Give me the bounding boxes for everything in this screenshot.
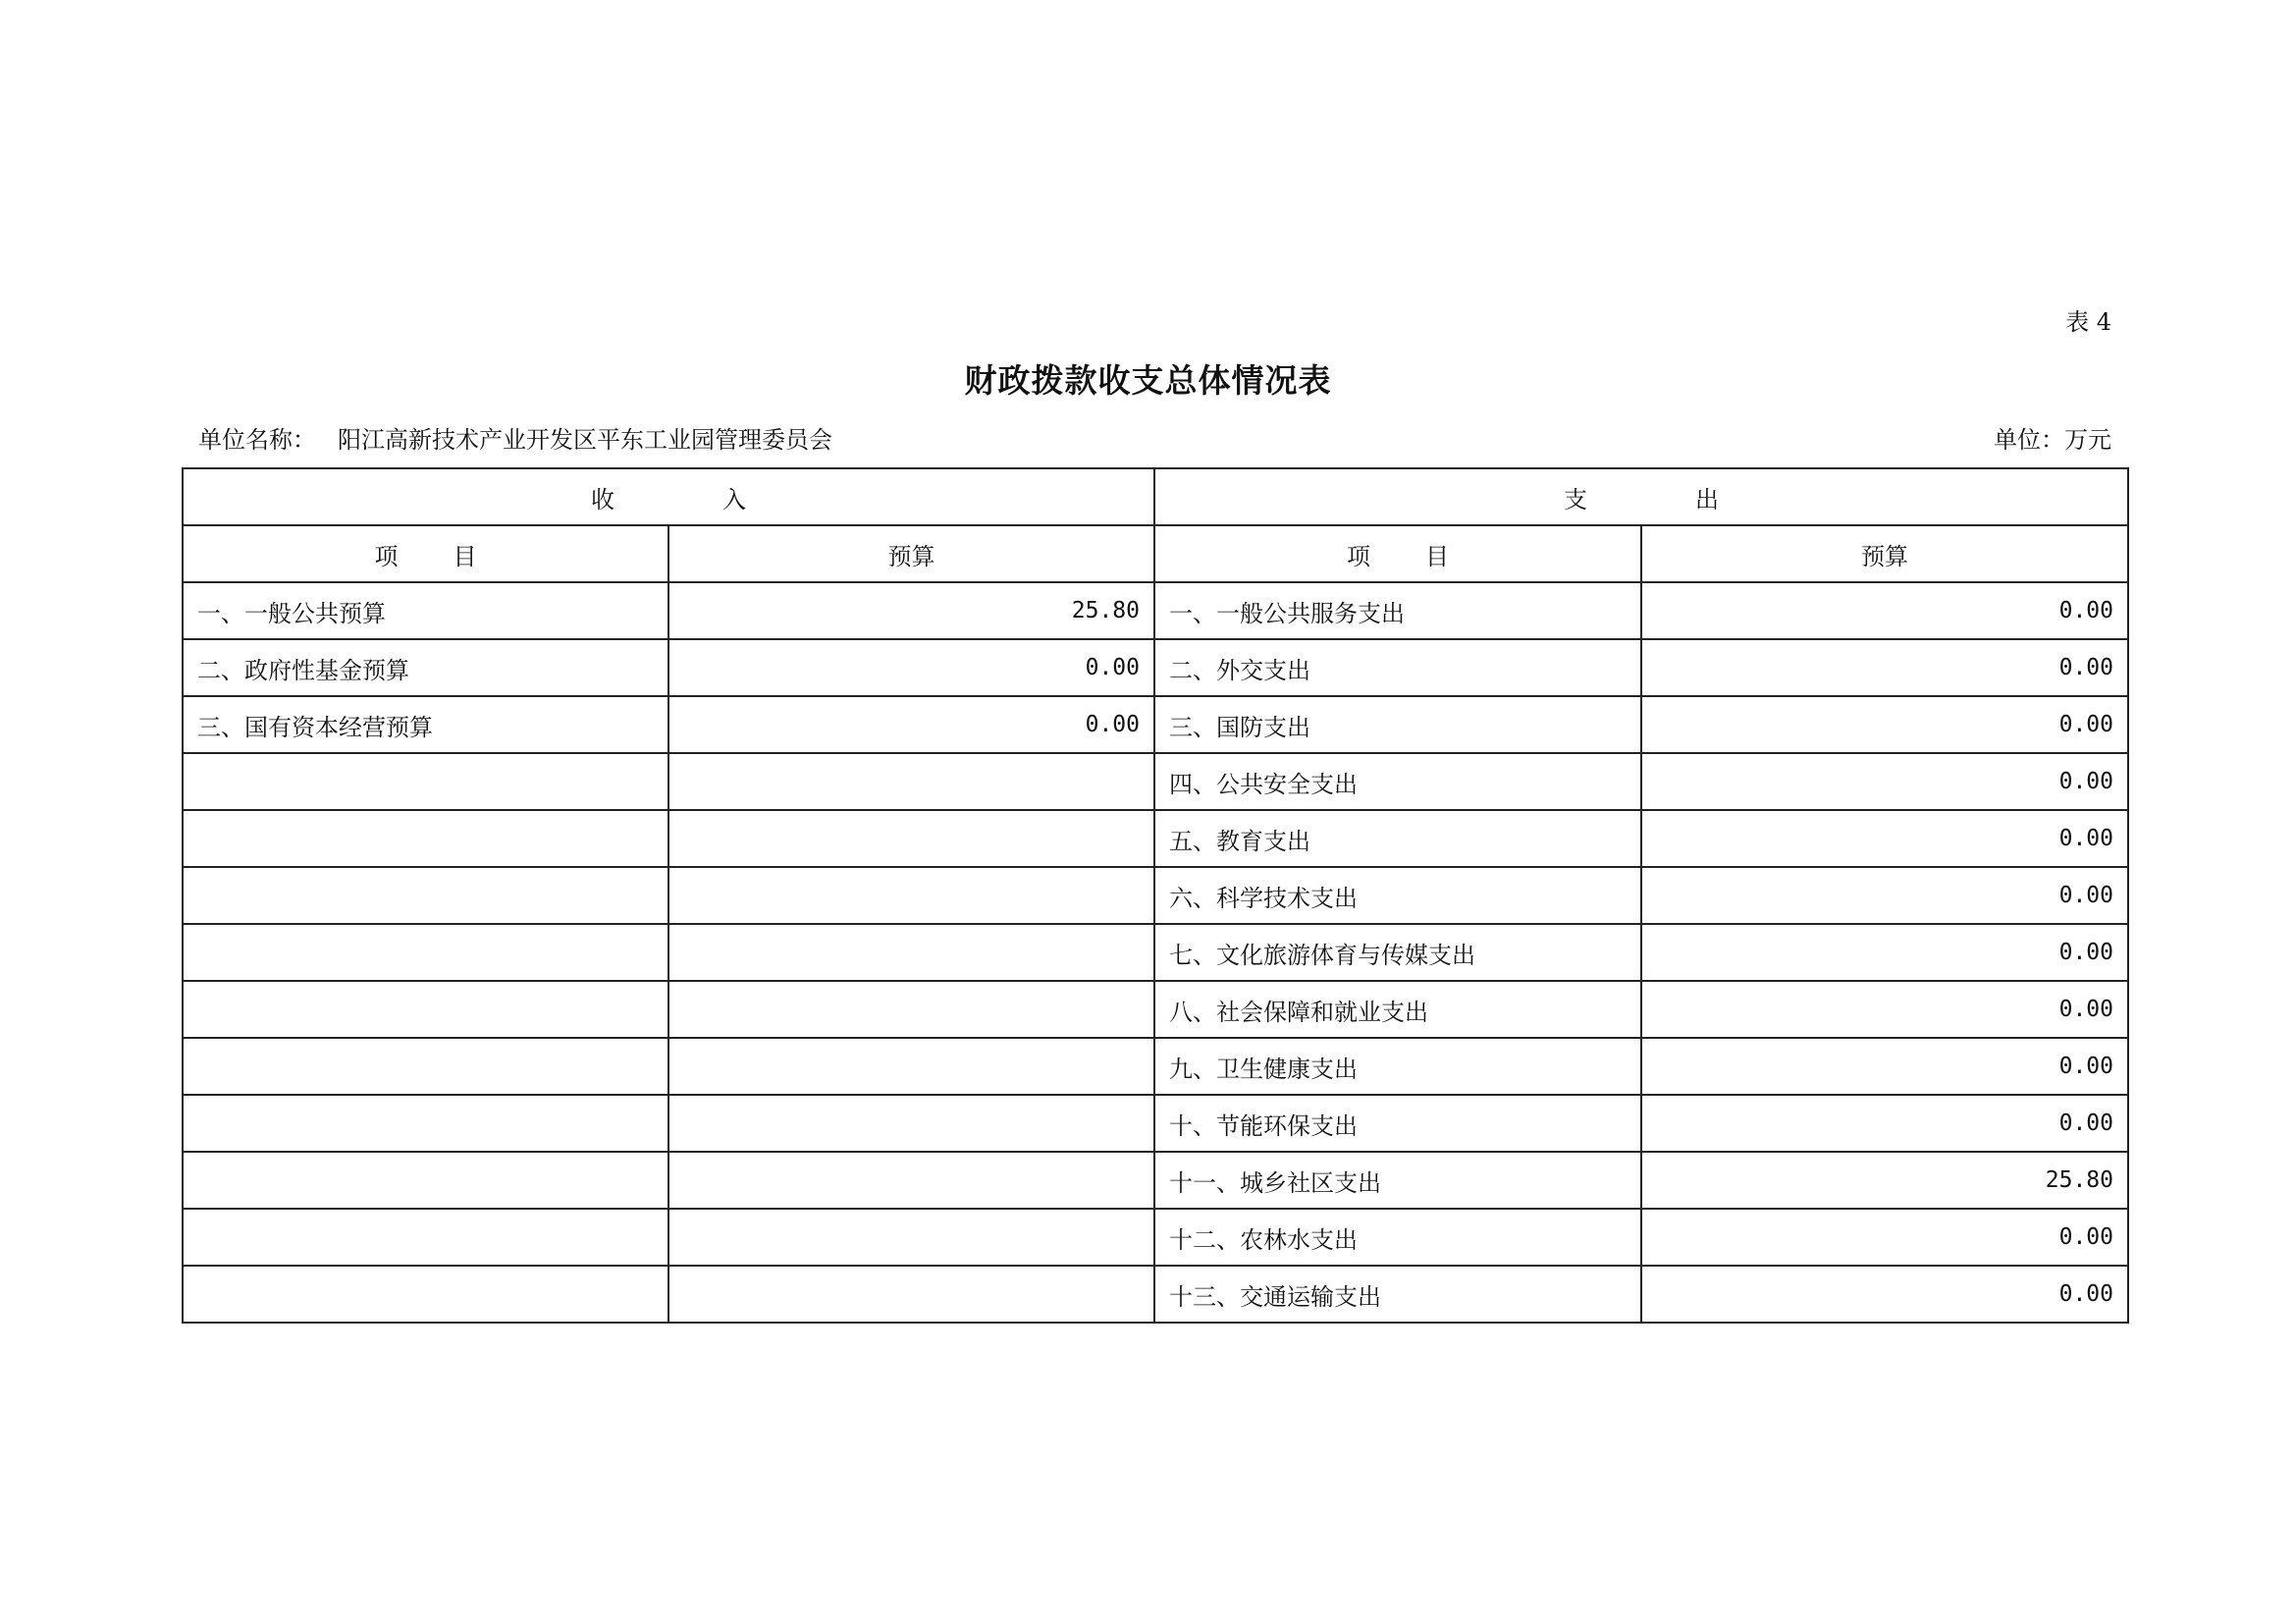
income-item-cell: 二、政府性基金预算 <box>183 639 668 696</box>
expense-item-cell: 十二、农林水支出 <box>1154 1209 1641 1266</box>
expense-item-cell: 二、外交支出 <box>1154 639 1641 696</box>
expense-budget-header: 预算 <box>1641 525 2128 582</box>
expense-header-char-1: 支 <box>1564 485 1587 514</box>
item-header-char-1: 项 <box>1347 542 1370 570</box>
expense-value-cell: 0.00 <box>1641 810 2128 867</box>
income-item-cell: 三、国有资本经营预算 <box>183 696 668 753</box>
income-budget-header: 预算 <box>668 525 1154 582</box>
income-value-cell <box>668 1095 1154 1152</box>
expense-value-cell: 0.00 <box>1641 753 2128 810</box>
income-item-cell <box>183 810 668 867</box>
income-item-cell <box>183 1152 668 1209</box>
expense-item-header <box>1154 525 1641 582</box>
table-row <box>183 582 2128 639</box>
income-item-header <box>183 525 668 582</box>
expense-item-cell: 三、国防支出 <box>1154 696 1641 753</box>
expense-value-cell: 0.00 <box>1641 1209 2128 1266</box>
expense-item-cell: 四、公共安全支出 <box>1154 753 1641 810</box>
item-header-char-2: 目 <box>453 542 477 570</box>
expense-value-cell: 0.00 <box>1641 639 2128 696</box>
expense-value-cell: 0.00 <box>1641 924 2128 981</box>
unit-name-value: 阳江高新技术产业开发区平东工业园管理委员会 <box>338 426 832 454</box>
income-item-cell <box>183 924 668 981</box>
expense-value-cell: 0.00 <box>1641 1266 2128 1323</box>
unit-name-line <box>198 420 832 455</box>
table-row <box>183 753 2128 810</box>
expense-item-cell: 八、社会保障和就业支出 <box>1154 981 1641 1038</box>
table-number: 表 4 <box>2065 308 2111 336</box>
table-row <box>183 1038 2128 1095</box>
income-value-cell <box>668 753 1154 810</box>
expense-value-cell: 0.00 <box>1641 1038 2128 1095</box>
income-item-cell <box>183 1209 668 1266</box>
income-item-cell <box>183 753 668 810</box>
expense-item-cell: 五、教育支出 <box>1154 810 1641 867</box>
income-value-cell <box>668 1152 1154 1209</box>
income-value-cell <box>668 981 1154 1038</box>
section-header-row <box>183 468 2128 525</box>
table-row <box>183 696 2128 753</box>
unit-name-label: 单位名称： <box>198 426 316 454</box>
income-item-cell <box>183 1038 668 1095</box>
income-value-cell: 0.00 <box>668 696 1154 753</box>
table-row <box>183 1152 2128 1209</box>
table-row <box>183 810 2128 867</box>
budget-table <box>182 467 2129 1324</box>
table-row <box>183 1209 2128 1266</box>
currency-unit: 单位：万元 <box>1994 426 2111 454</box>
expense-value-cell: 0.00 <box>1641 582 2128 639</box>
income-value-cell <box>668 1209 1154 1266</box>
item-header-char-1: 项 <box>374 542 399 570</box>
expense-item-cell: 十一、城乡社区支出 <box>1154 1152 1641 1209</box>
income-item-cell <box>183 867 668 924</box>
income-value-cell: 0.00 <box>668 639 1154 696</box>
table-row <box>183 924 2128 981</box>
income-item-cell: 一、一般公共预算 <box>183 582 668 639</box>
income-value-cell <box>668 810 1154 867</box>
income-item-cell <box>183 981 668 1038</box>
income-value-cell <box>668 1038 1154 1095</box>
expense-header-char-2: 出 <box>1695 485 1719 514</box>
expense-value-cell: 0.00 <box>1641 867 2128 924</box>
income-value-cell <box>668 1266 1154 1323</box>
income-section-header <box>183 468 1154 525</box>
expense-item-cell: 一、一般公共服务支出 <box>1154 582 1641 639</box>
expense-item-cell: 六、科学技术支出 <box>1154 867 1641 924</box>
expense-value-cell: 25.80 <box>1641 1152 2128 1209</box>
table-row <box>183 639 2128 696</box>
expense-item-cell: 十、节能环保支出 <box>1154 1095 1641 1152</box>
expense-item-cell: 十三、交通运输支出 <box>1154 1266 1641 1323</box>
page-title: 财政拨款收支总体情况表 <box>964 361 1332 400</box>
table-row <box>183 1095 2128 1152</box>
income-header-char-2: 入 <box>722 485 746 514</box>
item-header-char-2: 目 <box>1425 542 1449 570</box>
expense-item-cell: 九、卫生健康支出 <box>1154 1038 1641 1095</box>
income-value-cell <box>668 867 1154 924</box>
table-row <box>183 1266 2128 1323</box>
expense-value-cell: 0.00 <box>1641 696 2128 753</box>
expense-section-header <box>1154 468 2128 525</box>
table-row <box>183 981 2128 1038</box>
table-row <box>183 867 2128 924</box>
expense-value-cell: 0.00 <box>1641 1095 2128 1152</box>
income-item-cell <box>183 1266 668 1323</box>
income-header-char-1: 收 <box>591 485 614 514</box>
expense-value-cell: 0.00 <box>1641 981 2128 1038</box>
column-header-row <box>183 525 2128 582</box>
income-value-cell <box>668 924 1154 981</box>
expense-item-cell: 七、文化旅游体育与传媒支出 <box>1154 924 1641 981</box>
income-item-cell <box>183 1095 668 1152</box>
income-value-cell: 25.80 <box>668 582 1154 639</box>
